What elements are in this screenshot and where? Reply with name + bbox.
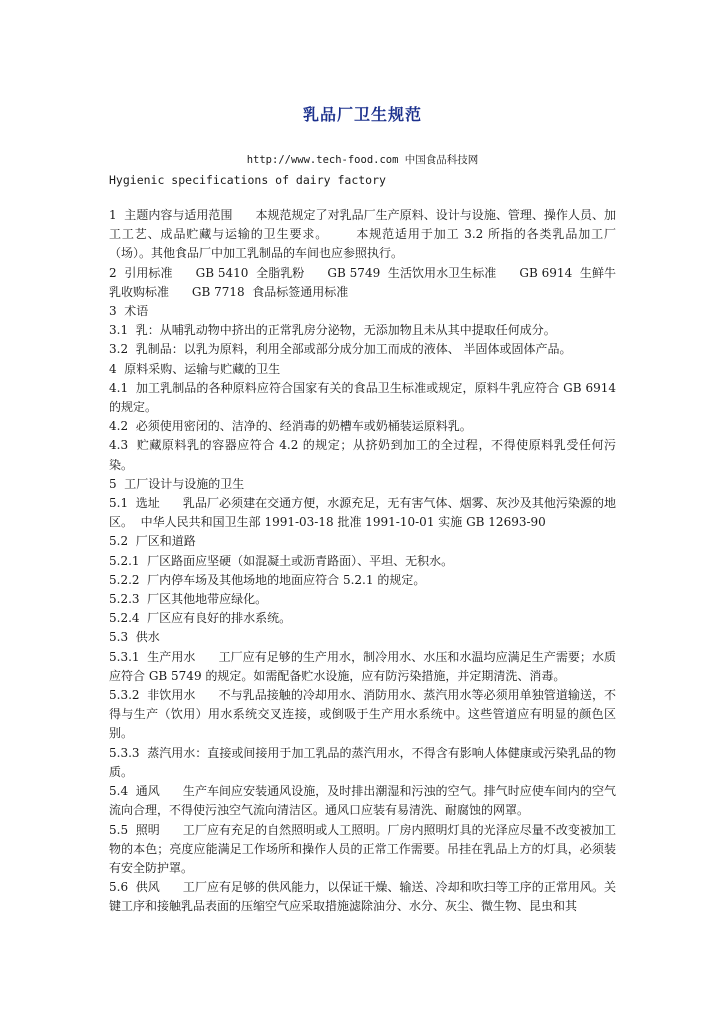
paragraph: 4.2 必须使用密闭的、洁净的、经消毒的奶槽车或奶桶装运原料乳。 [109,419,472,434]
paragraph: 5.6 供风 工厂应有足够的供风能力，以保证干燥、输送、冷却和吹扫等工序的正常用风。关键工序和接触乳品表面的压缩空气应采取措施滤除油分、水分、灰尘、微生物、昆虫和其 [109,880,616,914]
paragraph: 5.2.1 厂区路面应坚硬（如混凝土或沥青路面）、平坦、无积水。 [109,553,454,568]
section-heading: 5.3 供水 [109,630,160,645]
paragraph: 4.1 加工乳制品的各种原料应符合国家有关的食品卫生标准或规定，原料牛乳应符合 GB 6914 的规定。 [109,380,620,415]
section-heading: 3 术语 [109,304,149,319]
paragraph: 5.3.3 蒸汽用水：直接或间接用于加工乳品的蒸汽用水，不得含有影响人体健康或污染乳品的物质。 [109,745,616,779]
paragraph: 5.5 照明 工厂应有充足的自然照明或人工照明。厂房内照明灯具的光泽应尽量不改变被加工物的本色；亮度应能满足工作场所和操作人员的正常工作需要。吊挂在乳品上方的灯具，必须装有安全防护罩。 [109,822,616,875]
section-heading: 4 原料采购、运输与贮藏的卫生 [109,361,281,376]
section-heading: 5 工厂设计与设施的卫生 [109,476,245,491]
paragraph: 5.2.3 厂区其他地带应绿化。 [109,592,268,607]
paragraph: 3.1 乳：从哺乳动物中挤出的正常乳房分泌物，无添加物且未从其中提取任何成分。 [109,323,556,338]
paragraph: 5.3.2 非饮用水 不与乳品接触的冷却用水、消防用水、蒸汽用水等必须用单独管道输送，不得与生产（饮用）用水系统交叉连接，或倒吸于生产用水系统中。这些管道应有明显的颜色区 别。 [109,688,620,741]
paragraph: 5.3.1 生产用水 工厂应有足够的生产用水，制冷用水、水压和水温均应满足生产需要；水质应符合 GB 5749 的规定。如需配备贮水设施，应有防污染措施，并定期清洗、消毒。 [109,649,616,683]
paragraph: 2 引用标准 GB 5410 全脂乳粉 GB 5749 生活饮用水卫生标准 GB 6914 生鲜牛乳收购标准 GB 7718 食品标签通用标准 [109,265,616,299]
document-body [109,206,620,917]
english-title: Hygienic specifications of dairy factory [109,173,386,187]
paragraph: 3.2 乳制品：以乳为原料，利用全部或部分成分加工而成的液体、 半固体或固体产品。 [109,342,572,357]
paragraph: 5.2.4 厂区应有良好的排水系统。 [109,611,292,626]
paragraph: 5.1 选址 乳品厂必须建在交通方便，水源充足，无有害气体、烟雾、灰沙及其他污染源的地区。 中华人民共和国卫生部 1991-03-18 批准 1991-10-01 实施 GB 12693-90 [109,496,616,530]
document-title: 乳品厂卫生规范 [302,105,422,124]
source-line: http://www.tech-food.com 中国食品科技网 [246,154,479,166]
paragraph: 5.4 通风 生产车间应安装通风设施，及时排出潮湿和污浊的空气。排气时应使车间内的空气流向合理，不得使污浊空气流向清洁区。通风口应装有易清洗、耐腐蚀的网罩。 [109,784,616,818]
paragraph: 5.2.2 厂内停车场及其他场地的地面应符合 5.2.1 的规定。 [109,572,426,587]
paragraph: 4.3 贮藏原料乳的容器应符合 4.2 的规定；从挤奶到加工的全过程，不得使原料乳受任何污染。 [109,438,616,472]
section-heading: 5.2 厂区和道路 [109,534,196,549]
paragraph: 1 主题内容与适用范围 本规范规定了对乳品厂生产原料、设计与设施、管理、操作人员、加工工艺、成品贮藏与运输的卫生要求。 本规范适用于加工 3.2 所指的各类乳品加工厂（场）。其他食品厂中加工乳制品的车间也应参照执行。 [109,208,616,261]
